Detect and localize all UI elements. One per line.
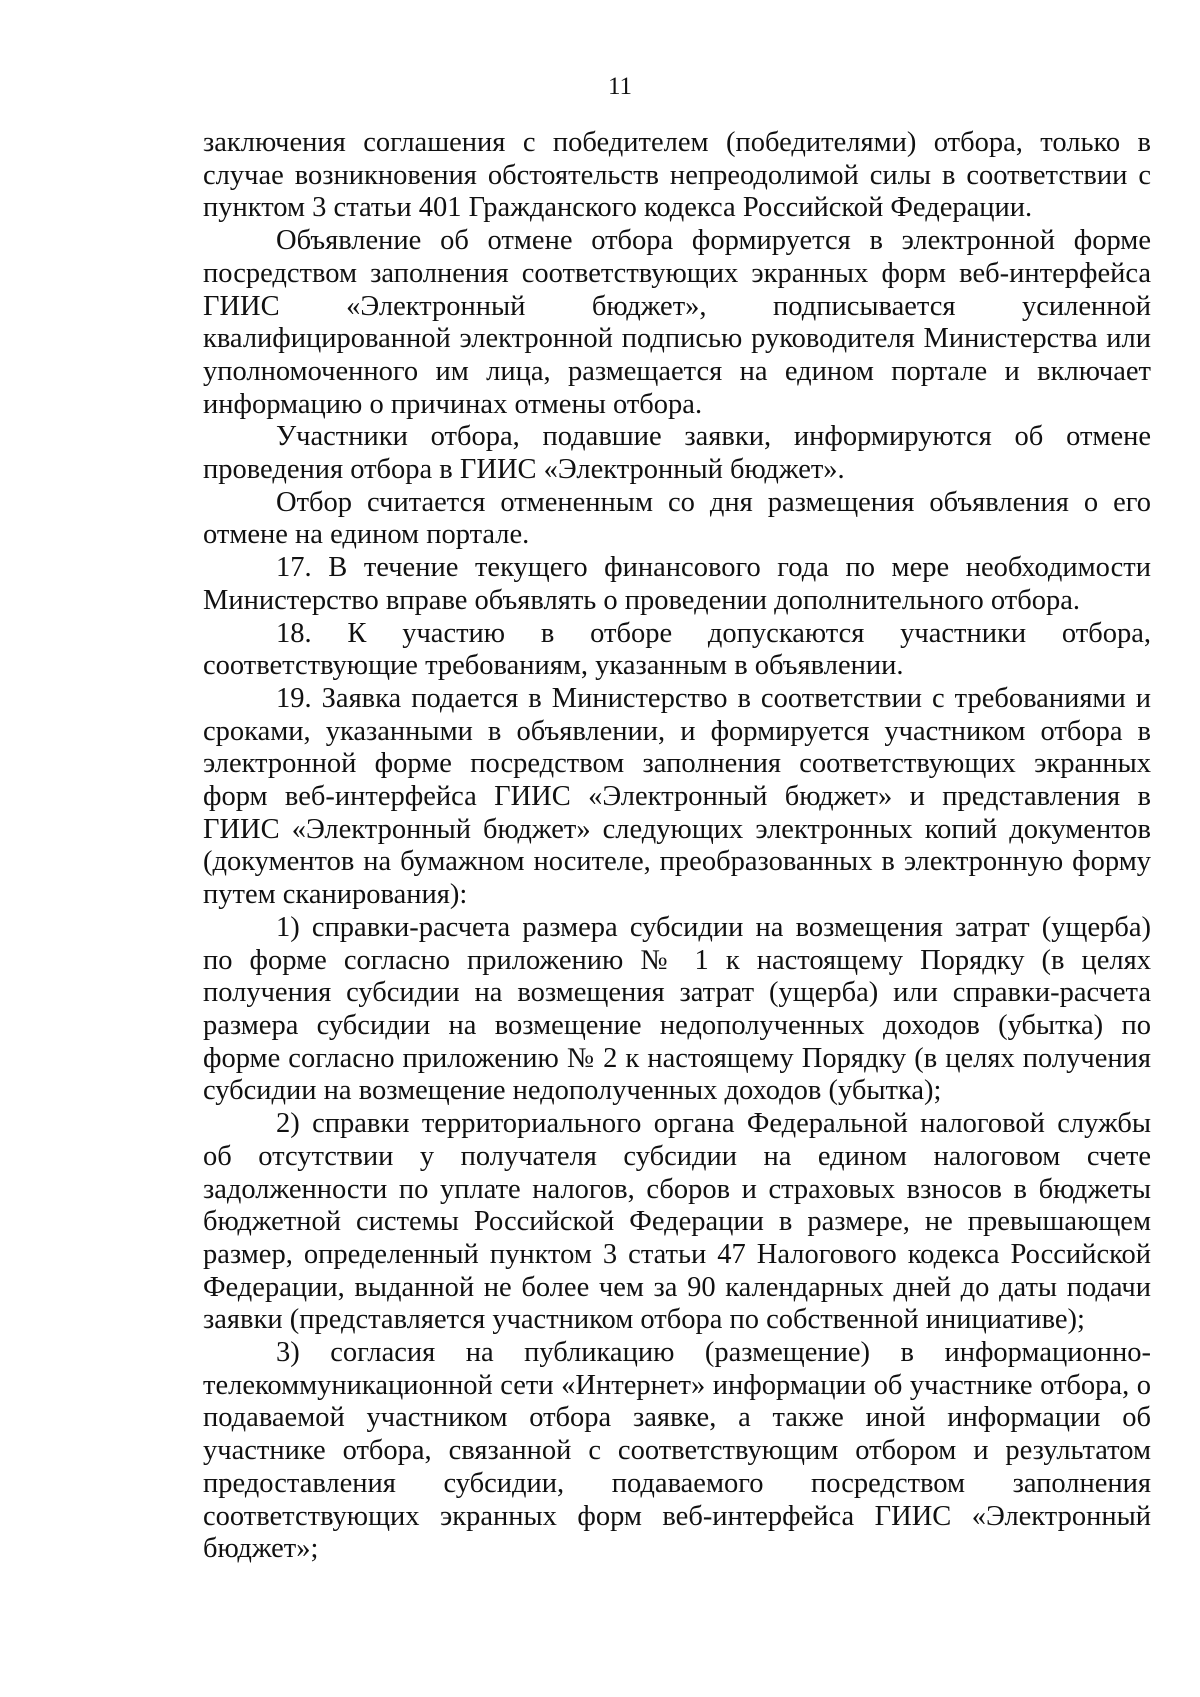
paragraph: Отбор считается отмененным со дня размещения объявления о его отмене на едином портале. <box>203 486 1151 551</box>
document-body <box>203 127 1151 1566</box>
paragraph: заключения соглашения с победителем (победителями) отбора, только в случае возникновения обстоятельств непреодолимой силы в соответствии с пунктом 3 статьи 401 Гражданского кодекса Российской Федерации. <box>203 127 1151 224</box>
paragraph: Объявление об отмене отбора формируется в электронной форме посредством заполнения соответствующих экранных форм веб-интерфейса <box>203 225 1151 289</box>
paragraph: 19. Заявка подается в Министерство в соответствии с требованиями и сроками, указанными в объявлении, и формируется участником отбора в электронной форме посредством заполнения соответствующих экранных форм веб-интерфейса ГИИС «Электронный бюджет» и представления в ГИИС «Электронный бюджет» следующих электронных копий документов (документов на бумажном носителе, преобразованных в электронную форму путем сканирования): <box>203 682 1151 911</box>
paragraph: 2) справки территориального органа Федеральной налоговой службы об отсутствии у получателя субсидии на едином налоговом счете задолженности по уплате налогов, сборов и страховых взносов в бюджеты бюджетной системы Российской Федерации в размере, не превышающем размер, определенный пунктом 3 статьи 47 Налогового кодекса Российской Федерации, выданной не более чем за 90 календарных дней до даты подачи заявки (представляется участником отбора по собственной инициативе); <box>203 1108 1151 1336</box>
paragraph: телекоммуникационной сети «Интернет» информации об участнике отбора, о подаваемой участником отбора заявке, а также иной информации об участнике отбора, связанной с соответствующим отбором и результатом предоставления субсидии, подаваемого посредством заполнения соответствующих экранных форм веб-интерфейса ГИИС «Электронный бюджет»; <box>203 1369 1151 1565</box>
paragraph: Участники отбора, подавшие заявки, информируются об отмене проведения отбора в ГИИС «Электронный бюджет». <box>203 421 1151 486</box>
paragraph: соответствующие требованиям, указанным в объявлении. <box>203 650 904 682</box>
paragraph: ГИИС «Электронный бюджет», подписывается усиленной <box>203 290 1151 322</box>
paragraph: 18. К участию в отборе допускаются участники отбора, <box>276 617 1151 649</box>
paragraph: 1) справки-расчета размера субсидии на возмещения затрат (ущерба) по форме согласно приложению № 1 к настоящему Порядку (в целях получения субсидии на возмещения затрат (ущерба) или справки-расчета размера субсидии на возмещение недополученных доходов (убытка) по форме согласно приложению № 2 к настоящему Порядку (в целях получения субсидии на возмещение недополученных доходов (убытка); <box>203 911 1151 1107</box>
paragraph: 3) согласия на публикацию (размещение) в информационно- <box>276 1337 1151 1369</box>
paragraph: 17. В течение текущего финансового года по мере необходимости Министерство вправе объявлять о проведении дополнительного отбора. <box>203 552 1151 616</box>
paragraph: квалифицированной электронной подписью руководителя Министерства или уполномоченного им лица, размещается на едином портале и включает информацию о причинах отмены отбора. <box>203 323 1151 420</box>
page-number: 11 <box>607 73 633 100</box>
